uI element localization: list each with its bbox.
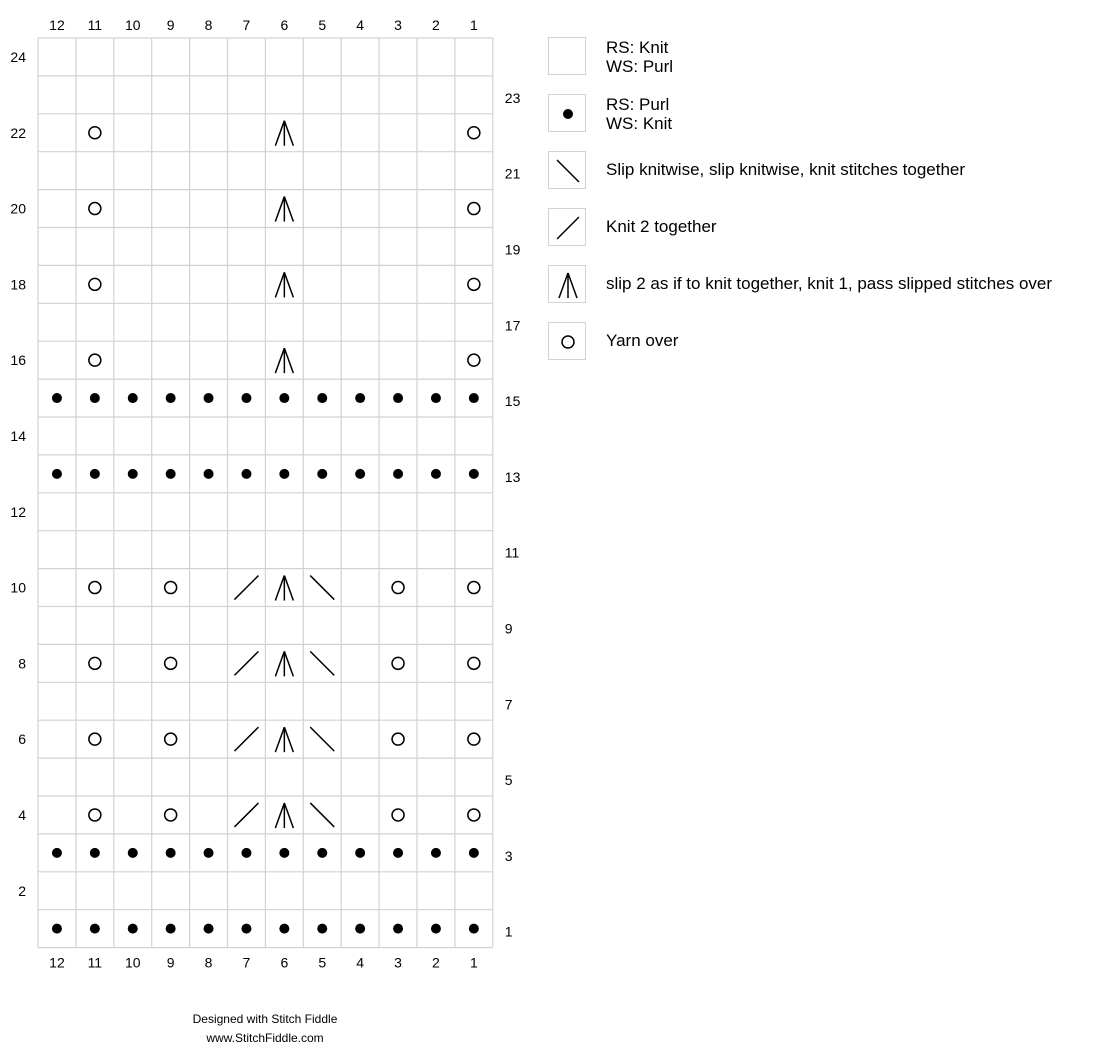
column-number-bottom: 11 <box>87 954 103 971</box>
yarn-over-circle-icon <box>468 733 480 745</box>
double-decrease-icon <box>275 727 284 752</box>
row-number-left: 18 <box>10 276 26 293</box>
footer <box>150 1010 380 1048</box>
purl-dot-icon <box>431 469 441 479</box>
knitting-chart <box>0 0 540 990</box>
double-decrease-icon <box>275 803 284 828</box>
k2tog-slash-icon <box>234 576 258 600</box>
purl-dot-icon <box>166 393 176 403</box>
double-decrease-icon <box>275 651 284 676</box>
row-number-right: 23 <box>504 89 521 106</box>
row-number-right: 9 <box>504 620 513 637</box>
purl-dot-icon <box>52 469 62 479</box>
purl-dot-icon <box>469 469 479 479</box>
column-number-top: 8 <box>204 17 213 33</box>
yarn-over-circle-icon <box>468 657 480 669</box>
yarn-over-circle-icon <box>468 354 480 366</box>
double-decrease-icon <box>284 197 293 222</box>
purl-dot-icon <box>166 924 176 934</box>
column-number-bottom: 5 <box>318 954 327 971</box>
purl-dot-icon <box>355 924 365 934</box>
legend-line: Slip knitwise, slip knitwise, knit stitches together <box>606 160 966 179</box>
purl-dot-icon <box>204 924 214 934</box>
purl-dot-icon <box>393 924 403 934</box>
column-number-top: 11 <box>87 17 103 33</box>
purl-dot-icon <box>166 469 176 479</box>
yarn-over-circle-icon <box>89 354 101 366</box>
purl-dot-icon <box>431 393 441 403</box>
purl-dot-icon <box>90 848 100 858</box>
yarn-over-circle-icon <box>89 809 101 821</box>
column-number-top: 9 <box>166 17 175 33</box>
purl-dot-icon <box>317 393 327 403</box>
ssk-slash-icon <box>310 803 334 827</box>
purl-dot-icon <box>241 469 251 479</box>
yarn-over-circle-icon <box>89 733 101 745</box>
legend-label-k2tog <box>606 217 717 236</box>
purl-dot-icon <box>355 848 365 858</box>
column-number-bottom: 8 <box>204 954 213 971</box>
legend-item-knit <box>548 37 1108 77</box>
ssk-slash-icon <box>310 651 334 675</box>
legend-label-yarn-over <box>606 331 678 350</box>
purl-dot-icon <box>128 924 138 934</box>
purl-dot-icon <box>279 924 289 934</box>
purl-dot-icon <box>431 924 441 934</box>
column-number-top: 12 <box>49 17 65 33</box>
purl-dot-icon <box>204 393 214 403</box>
column-number-bottom: 9 <box>166 954 175 971</box>
ssk-slash-icon <box>548 151 586 189</box>
legend-item-yarn-over <box>548 322 1108 362</box>
purl-dot-icon <box>469 924 479 934</box>
double-decrease-icon <box>284 272 293 297</box>
k2tog-slash-icon <box>548 208 586 246</box>
row-number-right: 3 <box>504 847 513 864</box>
purl-dot-icon <box>52 924 62 934</box>
row-number-left: 22 <box>10 124 26 141</box>
column-number-bottom: 3 <box>394 954 402 971</box>
row-number-left: 2 <box>18 882 26 899</box>
yarn-over-circle-icon <box>89 582 101 594</box>
double-decrease-icon <box>284 576 293 601</box>
double-decrease-icon <box>284 651 293 676</box>
legend-item-central-double-decrease <box>548 265 1108 305</box>
row-number-right: 11 <box>504 544 520 561</box>
purl-dot-icon <box>90 924 100 934</box>
purl-dot-icon <box>204 469 214 479</box>
legend-line: RS: Knit <box>606 38 669 57</box>
purl-dot-icon <box>204 848 214 858</box>
purl-dot-icon <box>469 393 479 403</box>
knit-symbol-icon <box>548 37 586 75</box>
ssk-slash-icon <box>310 727 334 751</box>
purl-dot-icon <box>469 848 479 858</box>
legend-line: Knit 2 together <box>606 217 717 236</box>
purl-dot-icon <box>279 469 289 479</box>
purl-dot-icon <box>279 848 289 858</box>
purl-dot-icon <box>128 393 138 403</box>
legend-line: WS: Purl <box>606 57 674 76</box>
legend-label-knit <box>606 38 673 76</box>
purl-dot-icon <box>90 393 100 403</box>
purl-dot-icon <box>241 924 251 934</box>
row-number-left: 14 <box>10 427 26 444</box>
yarn-over-circle-icon <box>468 127 480 139</box>
row-number-left: 24 <box>10 48 26 65</box>
purl-dot-icon <box>241 393 251 403</box>
yarn-over-circle-icon <box>89 203 101 215</box>
purl-dot-icon <box>317 924 327 934</box>
yarn-over-circle-icon <box>392 582 404 594</box>
double-decrease-icon <box>284 803 293 828</box>
yarn-over-circle-icon <box>89 657 101 669</box>
yarn-over-circle-icon <box>468 809 480 821</box>
column-number-top: 4 <box>356 17 365 33</box>
k2tog-slash-icon <box>234 727 258 751</box>
yarn-over-circle-icon <box>165 809 177 821</box>
purl-dot-icon <box>548 94 586 132</box>
yarn-over-circle-icon <box>89 127 101 139</box>
legend-item-k2tog <box>548 208 1108 248</box>
double-decrease-icon <box>275 576 284 601</box>
purl-dot-icon <box>393 848 403 858</box>
row-number-left: 4 <box>18 806 26 823</box>
yarn-over-circle-icon <box>468 278 480 290</box>
row-number-right: 15 <box>504 393 521 410</box>
purl-dot-icon <box>393 469 403 479</box>
legend-label-purl <box>606 95 672 133</box>
row-number-right: 7 <box>504 696 513 713</box>
column-number-bottom: 4 <box>356 954 365 971</box>
yarn-over-circle-icon <box>548 322 586 360</box>
row-number-left: 20 <box>10 200 26 217</box>
purl-dot-icon <box>317 469 327 479</box>
row-number-left: 8 <box>18 655 26 672</box>
yarn-over-circle-icon <box>392 657 404 669</box>
column-number-top: 1 <box>469 17 478 33</box>
purl-dot-icon <box>241 848 251 858</box>
double-decrease-icon <box>275 348 284 373</box>
yarn-over-circle-icon <box>468 203 480 215</box>
column-number-bottom: 10 <box>124 954 141 971</box>
row-number-right: 19 <box>504 241 521 258</box>
double-decrease-icon <box>284 121 293 146</box>
row-number-right: 17 <box>504 317 521 334</box>
purl-dot-icon <box>128 848 138 858</box>
legend-line: Yarn over <box>606 331 679 350</box>
yarn-over-circle-icon <box>89 278 101 290</box>
purl-dot-icon <box>128 469 138 479</box>
purl-dot-icon <box>52 848 62 858</box>
purl-dot-icon <box>431 848 441 858</box>
footer-designed-with: Designed with Stitch Fiddle <box>192 1012 338 1026</box>
column-number-bottom: 7 <box>242 954 251 971</box>
yarn-over-circle-icon <box>392 733 404 745</box>
legend-item-purl <box>548 94 1108 134</box>
column-number-top: 10 <box>124 17 141 33</box>
double-decrease-icon <box>275 272 284 297</box>
row-number-left: 10 <box>10 579 26 596</box>
purl-dot-icon <box>166 848 176 858</box>
legend-line: slip 2 as if to knit together, knit 1, pass slipped stitches over <box>606 274 1053 293</box>
legend-label-double-decrease <box>606 274 1052 293</box>
purl-dot-icon <box>52 393 62 403</box>
row-number-left: 6 <box>18 731 26 748</box>
purl-dot-icon <box>355 469 365 479</box>
purl-dot-icon <box>393 393 403 403</box>
yarn-over-circle-icon <box>165 657 177 669</box>
double-decrease-icon <box>284 348 293 373</box>
column-number-top: 3 <box>394 17 402 33</box>
double-decrease-icon <box>275 121 284 146</box>
column-number-bottom: 2 <box>432 954 440 971</box>
legend-label-ssk <box>606 160 965 179</box>
column-number-bottom: 1 <box>469 954 478 971</box>
column-number-top: 2 <box>432 17 440 33</box>
footer-website-link[interactable]: www.StitchFiddle.com <box>206 1031 324 1045</box>
purl-dot-icon <box>90 469 100 479</box>
ssk-slash-icon <box>310 576 334 600</box>
double-decrease-icon <box>548 265 586 303</box>
column-number-top: 6 <box>280 17 289 33</box>
row-number-right: 5 <box>504 772 513 789</box>
purl-dot-icon <box>355 393 365 403</box>
row-number-left: 16 <box>10 352 26 369</box>
legend-item-ssk <box>548 151 1108 191</box>
yarn-over-circle-icon <box>392 809 404 821</box>
legend-line: RS: Purl <box>606 95 670 114</box>
row-number-left: 12 <box>10 503 26 520</box>
column-number-bottom: 6 <box>280 954 289 971</box>
row-number-right: 1 <box>504 923 513 940</box>
k2tog-slash-icon <box>234 803 258 827</box>
purl-dot-icon <box>279 393 289 403</box>
column-number-bottom: 12 <box>49 954 65 971</box>
row-number-right: 21 <box>504 165 521 182</box>
double-decrease-icon <box>284 727 293 752</box>
column-number-top: 5 <box>318 17 327 33</box>
yarn-over-circle-icon <box>165 733 177 745</box>
yarn-over-circle-icon <box>165 582 177 594</box>
k2tog-slash-icon <box>234 651 258 675</box>
column-number-top: 7 <box>242 17 251 33</box>
row-number-right: 13 <box>504 468 521 485</box>
purl-dot-icon <box>317 848 327 858</box>
double-decrease-icon <box>275 197 284 222</box>
legend-line: WS: Knit <box>606 114 673 133</box>
yarn-over-circle-icon <box>468 582 480 594</box>
